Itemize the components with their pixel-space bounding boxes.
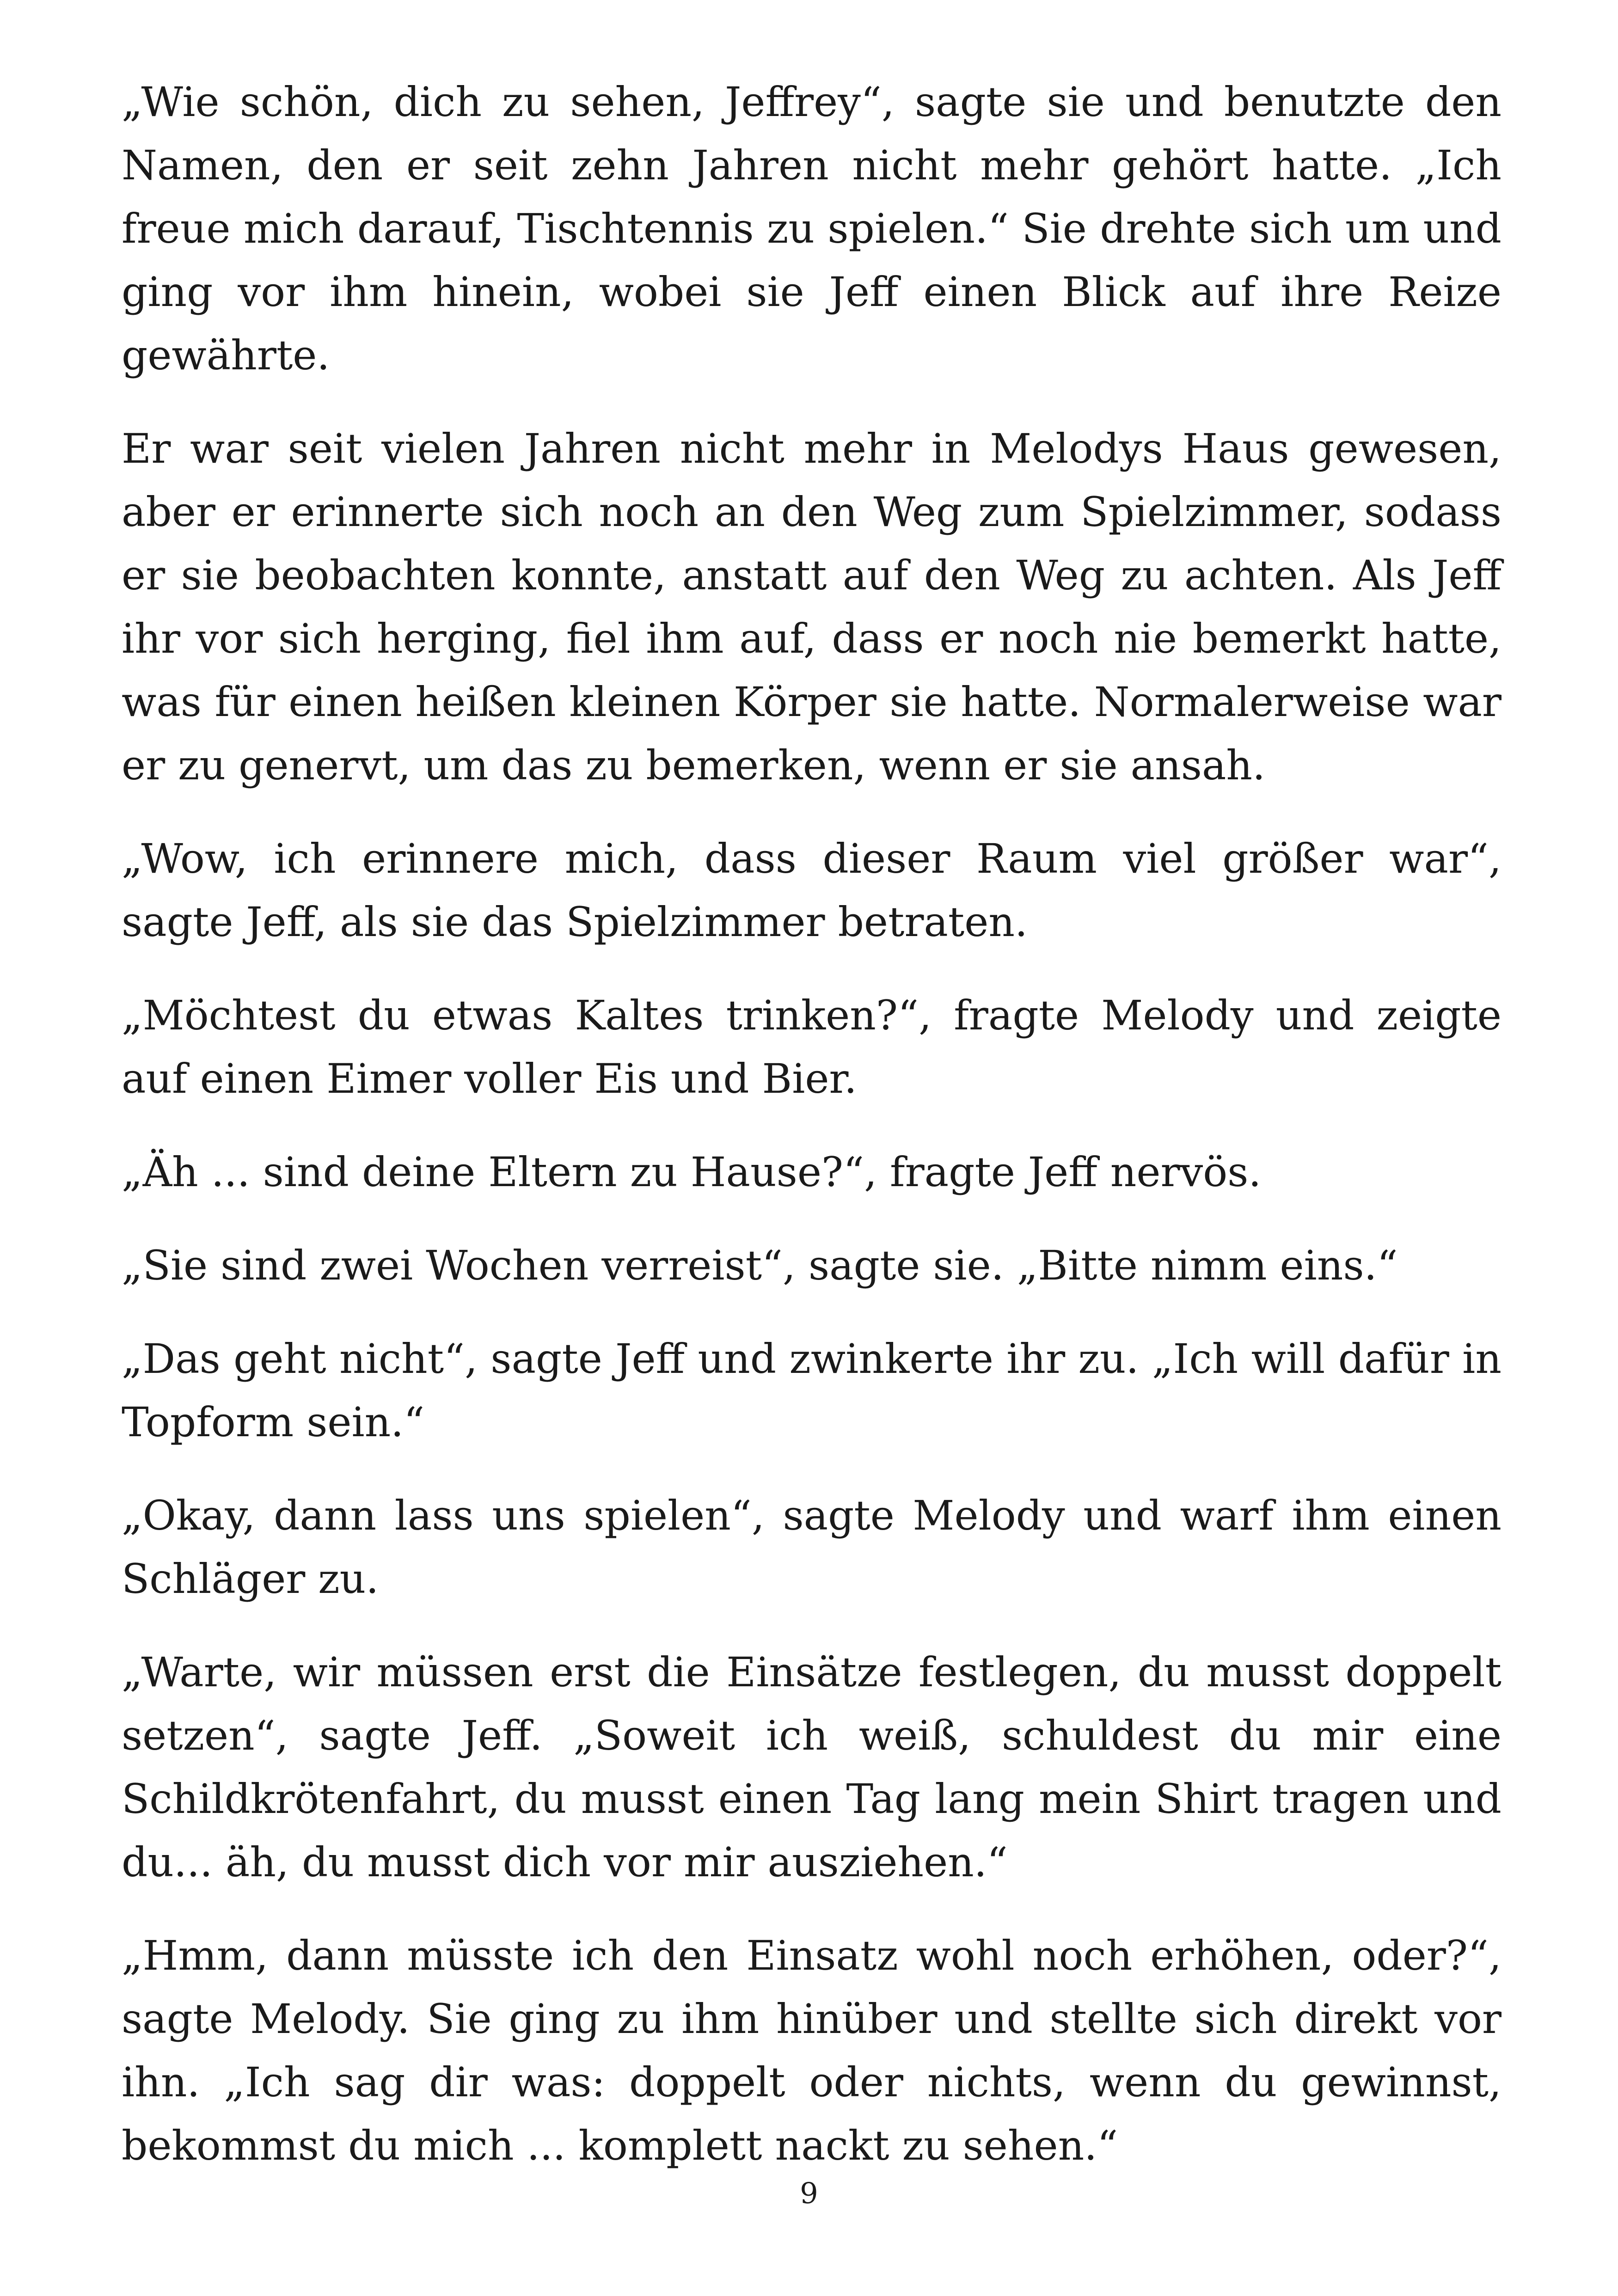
paragraph-2: Er war seit vielen Jahren nicht mehr in Melodys Haus gewesen, aber er erinnerte sich noch an den Weg zum Spielzimmer, sodass er sie beobachten konnte, anstatt auf den Weg zu achten. Als Jeff ihr vor sich herging, fiel ihm auf, dass er noch nie bemerkt hatte, was für einen heißen kleinen Körper sie hatte. Normalerweise war er zu genervt, um das zu bemerken, wenn er sie ansah. xyxy=(122,425,1502,789)
paragraph-5: „Äh ... sind deine Eltern zu Hause?“, fragte Jeff nervös. xyxy=(122,1148,1262,1196)
paragraph-3: „Wow, ich erinnere mich, dass dieser Raum viel größer war“, sagte Jeff, als sie das Spielzimmer betraten. xyxy=(122,835,1502,946)
paragraph-7: „Das geht nicht“, sagte Jeff und zwinkerte ihr zu. „Ich will dafür in Topform sein.“ xyxy=(122,1335,1502,1446)
page-number: 9 xyxy=(800,2176,818,2210)
paragraph-10: „Hmm, dann müsste ich den Einsatz wohl noch erhöhen, oder?“, sagte Melody. Sie ging zu ihm hinüber und stellte sich direkt vor ihn. „Ich sag dir was: doppelt oder nichts, wenn du gewinnst, bekommst du mich ... komplett nackt zu sehen.“ xyxy=(122,1932,1502,2169)
paragraph-6: „Sie sind zwei Wochen verreist“, sagte sie. „Bitte nimm eins.“ xyxy=(122,1242,1398,1289)
paragraph-4: „Möchtest du etwas Kaltes trinken?“, fragte Melody und zeigte auf einen Eimer voller Eis und Bier. xyxy=(122,992,1502,1102)
paragraph-8: „Okay, dann lass uns spielen“, sagte Melody und warf ihm einen Schläger zu. xyxy=(122,1492,1502,1603)
body-text xyxy=(122,70,1502,2207)
paragraph-9: „Warte, wir müssen erst die Einsätze festlegen, du musst doppelt setzen“, sagte Jeff. „Soweit ich weiß, schuldest du mir eine Schildkrötenfahrt, du musst einen Tag lang mein Shirt tragen und du... äh, du musst dich vor mir ausziehen.“ xyxy=(122,1648,1502,1886)
paragraph-1: „Wie schön, dich zu sehen, Jeffrey“, sagte sie und benutzte den Namen, den er seit zehn Jahren nicht mehr gehört hatte. „Ich freue mich darauf, Tischtennis zu spielen.“ Sie drehte sich um und ging vor ihm hinein, wobei sie Jeff einen Blick auf ihre Reize gewährte. xyxy=(122,78,1502,379)
